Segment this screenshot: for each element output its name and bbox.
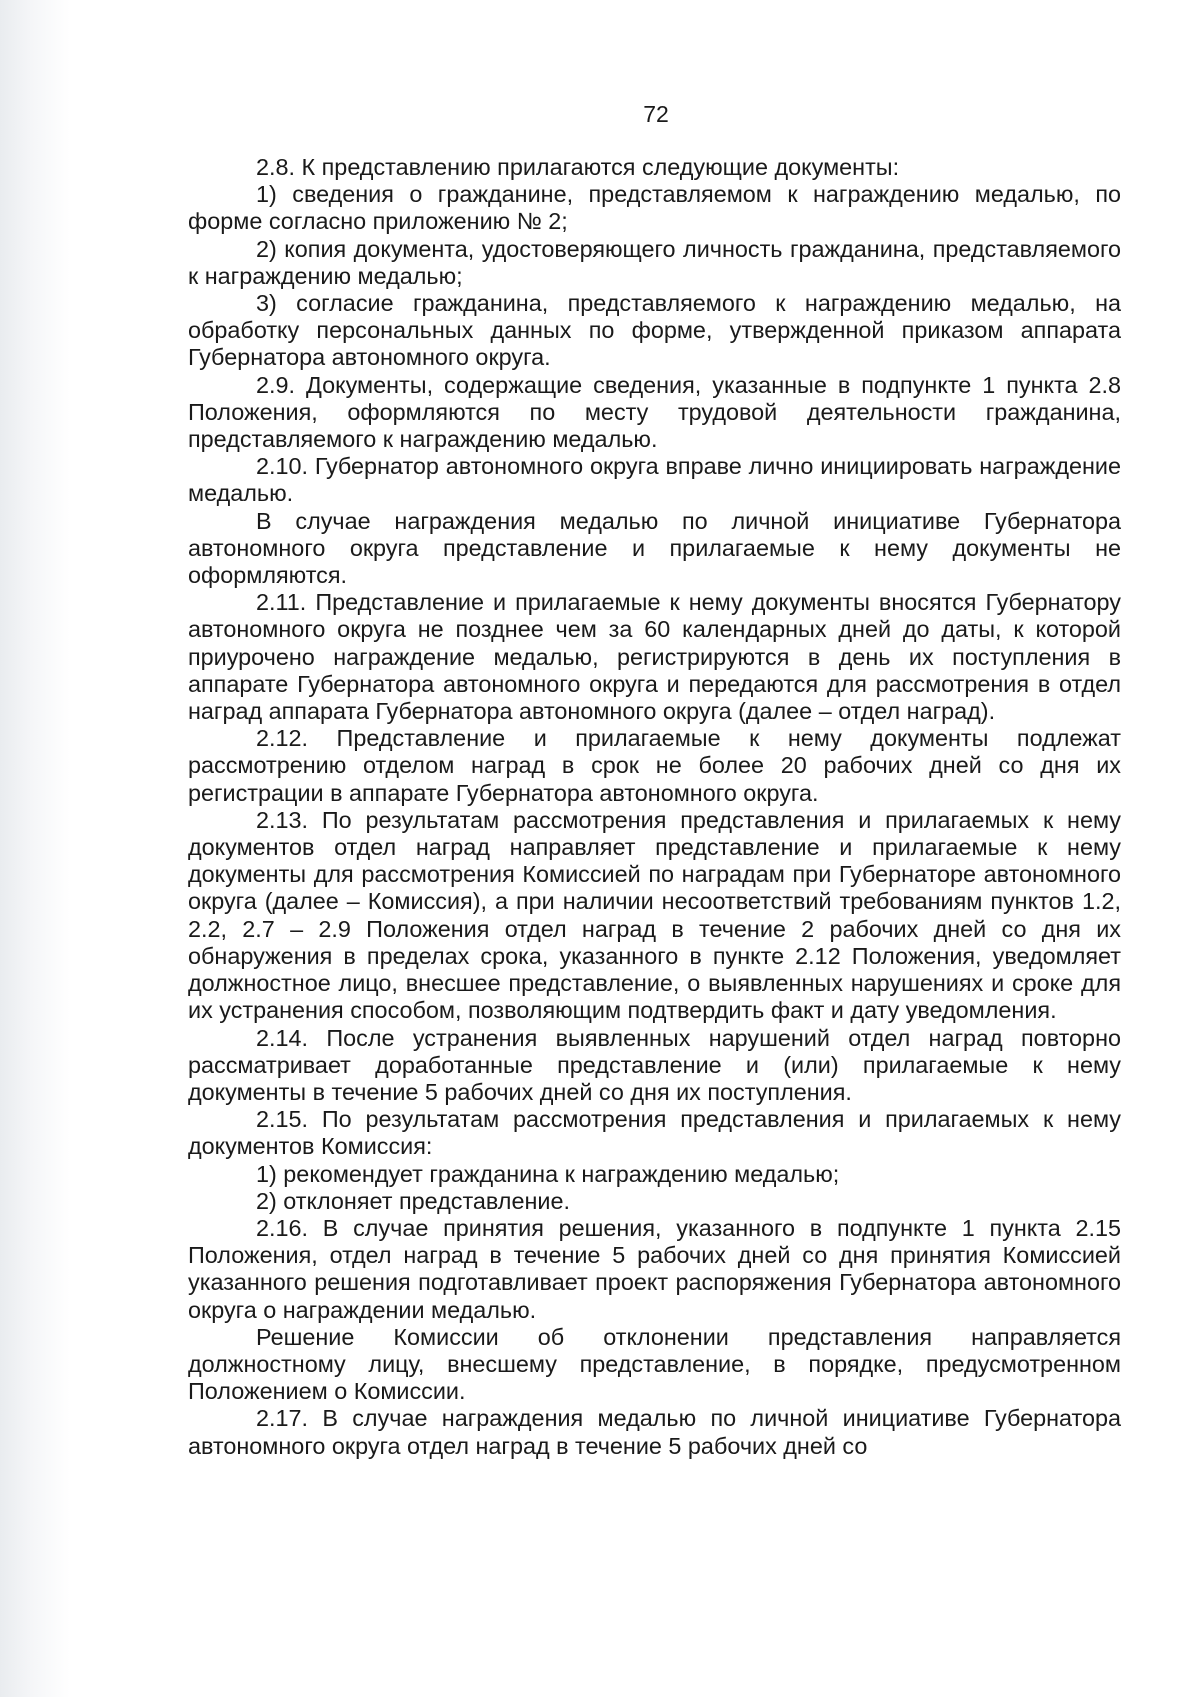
scan-shadow-edge (0, 0, 70, 1697)
paragraph-2-10-note: В случае награждения медалью по личной инициативе Губернатора автономного округа представление и прилагаемые к нему документы не оформляются. (188, 507, 1121, 589)
paragraph-2-15-item-1: 1) рекомендует гражданина к награждению медалью; (256, 1160, 840, 1187)
paragraph-2-15-item-2: 2) отклоняет представление. (256, 1187, 570, 1214)
paragraph-2-8: 2.8. К представлению прилагаются следующие документы: (256, 154, 900, 180)
page-number: 72 (643, 101, 669, 127)
paragraph-2-13: 2.13. По результатам рассмотрения представления и прилагаемых к нему документов отдел наград направляет представление и прилагаемые к нему документы для рассмотрения Комиссией по наградам при Губернаторе автономного округа (далее – Комиссия), а при наличии несоответствий требованиям пунктов 1.2, 2.2, 2.7 – 2.9 Положения отдел наград в течение 2 рабочих дней со дня их обнаружения в пределах срока, указанного в пункте 2.12 Положения, уведомляет должностное лицо, внесшее представление, о выявленных нарушениях и сроке для их устранения способом, позволяющим подтвердить факт и дату уведомления. (188, 806, 1121, 1024)
paragraph-2-9: 2.9. Документы, содержащие сведения, указанные в подпункте 1 пункта 2.8 Положения, оформляются по месту трудовой деятельности гражданина, представляемого к награждению медалью. (188, 371, 1121, 453)
paragraph-2-17: 2.17. В случае награждения медалью по личной инициативе Губернатора автономного округа отдел наград в течение 5 рабочих дней со (188, 1405, 1121, 1459)
paragraph-2-15: 2.15. По результатам рассмотрения представления и прилагаемых к нему документов Комиссия: (188, 1106, 1121, 1160)
paragraph-2-10: 2.10. Губернатор автономного округа вправе лично инициировать награждение медалью. (188, 453, 1121, 507)
paragraph-2-12: 2.12. Представление и прилагаемые к нему документы подлежат рассмотрению отделом наград в срок не более 20 рабочих дней со дня их регистрации в аппарате Губернатора автономного округа. (188, 725, 1121, 806)
paragraph-2-14: 2.14. После устранения выявленных нарушений отдел наград повторно рассматривает доработанные представление и (или) прилагаемые к нему документы в течение 5 рабочих дней со дня их поступления. (188, 1024, 1121, 1105)
paragraph-2-11: 2.11. Представление и прилагаемые к нему документы вносятся Губернатору автономного округа не позднее чем за 60 календарных дней до даты, к которой приурочено награждение медалью, регистрируются в день их поступления в аппарате Губернатора автономного округа и передаются для рассмотрения в отдел наград аппарата Губернатора автономного округа (далее – отдел наград). (188, 589, 1121, 725)
paragraph-2-8-item-2: 2) копия документа, удостоверяющего личность гражданина, представляемого к награждению медалью; (188, 235, 1121, 289)
paragraph-2-8-item-1: 1) сведения о гражданине, представляемом к награждению медалью, по форме согласно приложению № 2; (188, 181, 1121, 235)
paragraph-2-16: 2.16. В случае принятия решения, указанного в подпункте 1 пункта 2.15 Положения, отдел наград в течение 5 рабочих дней со дня принятия Комиссией указанного решения подготавливает проект распоряжения Губернатора автономного округа о награждении медалью. (188, 1214, 1121, 1323)
paragraph-2-8-item-3: 3) согласие гражданина, представляемого к награждению медалью, на обработку персональных данных по форме, утвержденной приказом аппарата Губернатора автономного округа. (188, 290, 1121, 371)
paragraph-2-16-note: Решение Комиссии об отклонении представления направляется должностному лицу, внесшему представление, в порядке, предусмотренном Положением о Комиссии. (188, 1323, 1121, 1405)
document-body (188, 154, 1121, 1460)
